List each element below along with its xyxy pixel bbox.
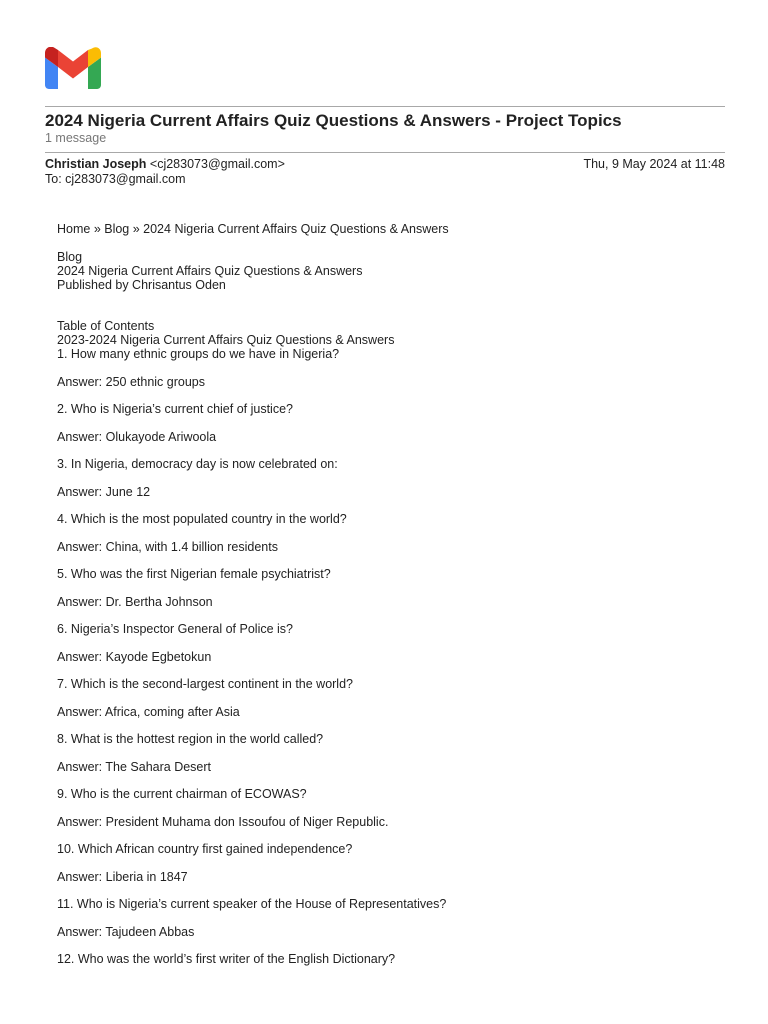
sender-line <box>45 157 285 172</box>
recipient-line: To: cj283073@gmail.com <box>45 172 186 186</box>
qa-answer: Answer: Africa, coming after Asia <box>57 704 240 719</box>
subject-divider <box>45 152 725 153</box>
post-category: Blog <box>57 250 83 264</box>
qa-question: 12. Who was the world’s first writer of the English Dictionary? <box>57 952 396 966</box>
qa-list <box>57 347 717 966</box>
breadcrumb: Home » Blog » 2024 Nigeria Current Affairs Quiz Questions & Answers <box>57 222 449 236</box>
message-body <box>57 222 717 980</box>
qa-question: 6. Nigeria’s Inspector General of Police is? <box>57 622 293 636</box>
qa-answer: Answer: June 12 <box>57 484 151 499</box>
sender-name: Christian Joseph <box>45 157 147 171</box>
table-of-contents <box>57 319 717 347</box>
qa-question: 5. Who was the first Nigerian female psychiatrist? <box>57 567 331 581</box>
post-author: Published by Chrisantus Oden <box>57 278 226 292</box>
qa-answer: Answer: Olukayode Ariwoola <box>57 429 217 444</box>
qa-question: 11. Who is Nigeria’s current speaker of the House of Representatives? <box>57 897 447 911</box>
qa-question: 2. Who is Nigeria’s current chief of justice? <box>57 402 293 416</box>
qa-answer: Answer: Liberia in 1847 <box>57 869 188 884</box>
qa-question: 7. Which is the second-largest continent in the world? <box>57 677 353 691</box>
qa-question: 10. Which African country first gained independence? <box>57 842 353 856</box>
qa-answer: Answer: The Sahara Desert <box>57 759 212 774</box>
qa-answer: Answer: President Muhama don Issoufou of Niger Republic. <box>57 814 389 829</box>
qa-answer: Answer: Tajudeen Abbas <box>57 924 195 939</box>
qa-question: 3. In Nigeria, democracy day is now celebrated on: <box>57 457 338 471</box>
message-count: 1 message <box>45 131 107 145</box>
message-date: Thu, 9 May 2024 at 11:48 <box>583 157 725 171</box>
sender-email: <cj283073@gmail.com> <box>149 157 285 171</box>
qa-question: 1. How many ethnic groups do we have in Nigeria? <box>57 347 340 361</box>
qa-question: 9. Who is the current chairman of ECOWAS? <box>57 787 307 801</box>
qa-answer: Answer: China, with 1.4 billion residents <box>57 539 278 554</box>
post-title: 2024 Nigeria Current Affairs Quiz Questions & Answers <box>57 264 363 278</box>
post-meta <box>57 250 717 292</box>
qa-question: 4. Which is the most populated country in the world? <box>57 512 347 526</box>
qa-answer: Answer: 250 ethnic groups <box>57 374 206 389</box>
email-subject: 2024 Nigeria Current Affairs Quiz Questions & Answers - Project Topics <box>45 111 622 130</box>
gmail-logo-icon <box>45 47 101 89</box>
qa-answer: Answer: Dr. Bertha Johnson <box>57 594 213 609</box>
toc-item: 2023-2024 Nigeria Current Affairs Quiz Questions & Answers <box>57 333 395 347</box>
toc-title: Table of Contents <box>57 319 155 333</box>
header-divider <box>45 106 725 107</box>
qa-answer: Answer: Kayode Egbetokun <box>57 649 212 664</box>
qa-question: 8. What is the hottest region in the world called? <box>57 732 324 746</box>
